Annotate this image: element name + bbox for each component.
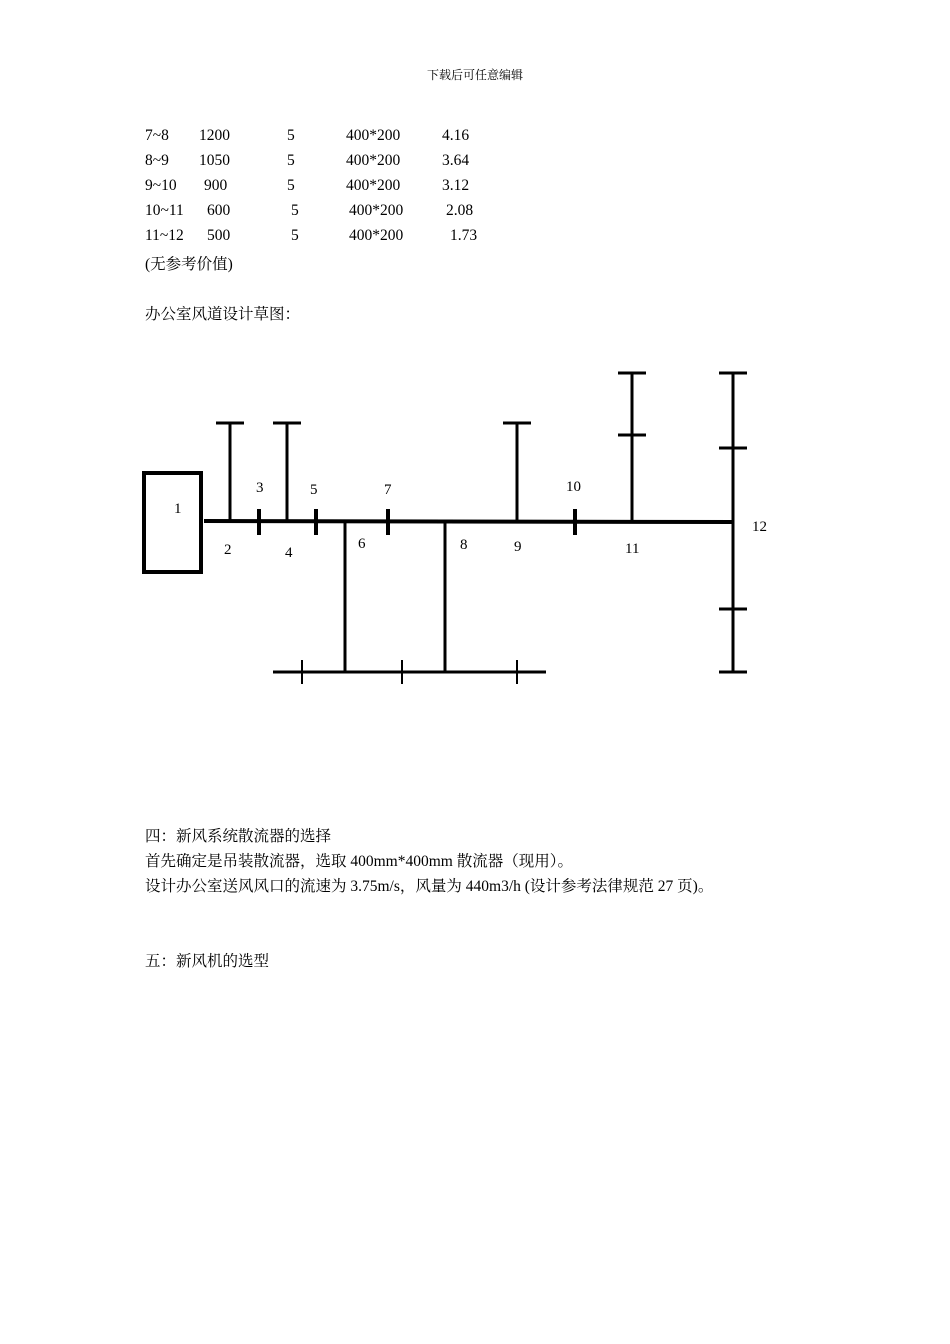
page-header: 下载后可任意编辑 [426,68,523,82]
node-label: 10 [566,479,581,495]
section4-title: 四：新风系统散流器的选择 [145,828,332,845]
size-cell: 400*200 [346,177,401,194]
airflow-cell: 600 [207,202,231,219]
velocity-cell: 5 [287,177,295,194]
section4-line1: 首先确定是吊装散流器，选取 400mm*400mm 散流器（现用）。 [145,853,573,870]
size-cell: 400*200 [349,202,404,219]
node-label: 5 [310,482,318,498]
node-label: 4 [285,545,293,561]
segment-cell: 8~9 [145,152,169,169]
airflow-cell: 1050 [199,152,230,169]
node-label: 8 [460,537,468,553]
value-cell: 4.16 [442,127,470,144]
velocity-cell: 5 [291,202,299,219]
velocity-cell: 5 [287,152,295,169]
node-label: 11 [625,541,640,557]
node-label: 7 [384,482,392,498]
size-cell: 400*200 [346,152,401,169]
node-label: 3 [256,480,264,496]
airflow-cell: 1200 [199,127,230,144]
value-cell: 2.08 [446,202,474,219]
size-cell: 400*200 [349,227,404,244]
segment-cell: 10~11 [145,202,184,219]
table-note: (无参考价值) [145,256,233,273]
velocity-cell: 5 [287,127,295,144]
value-cell: 3.64 [442,152,470,169]
diagram-title: 办公室风道设计草图： [145,306,301,323]
node-label: 9 [514,539,522,555]
airflow-cell: 500 [207,227,231,244]
velocity-cell: 5 [291,227,299,244]
airflow-cell: 900 [204,177,228,194]
segment-cell: 9~10 [145,177,177,194]
section4-line2: 设计办公室送风风口的流速为 3.75m/s，风量为 440m3/h (设计参考法律规范 27 页)。 [145,878,714,895]
value-cell: 3.12 [442,177,470,194]
segment-cell: 11~12 [145,227,184,244]
size-cell: 400*200 [346,127,401,144]
node-label: 2 [224,542,232,558]
node-label: 12 [752,519,767,535]
section5-title: 五：新风机的选型 [145,953,270,970]
node-label: 6 [358,536,366,552]
segment-cell: 7~8 [145,127,169,144]
node-label: 1 [174,501,182,517]
main-duct [204,521,733,522]
value-cell: 1.73 [450,227,478,244]
fan-box [144,473,201,572]
